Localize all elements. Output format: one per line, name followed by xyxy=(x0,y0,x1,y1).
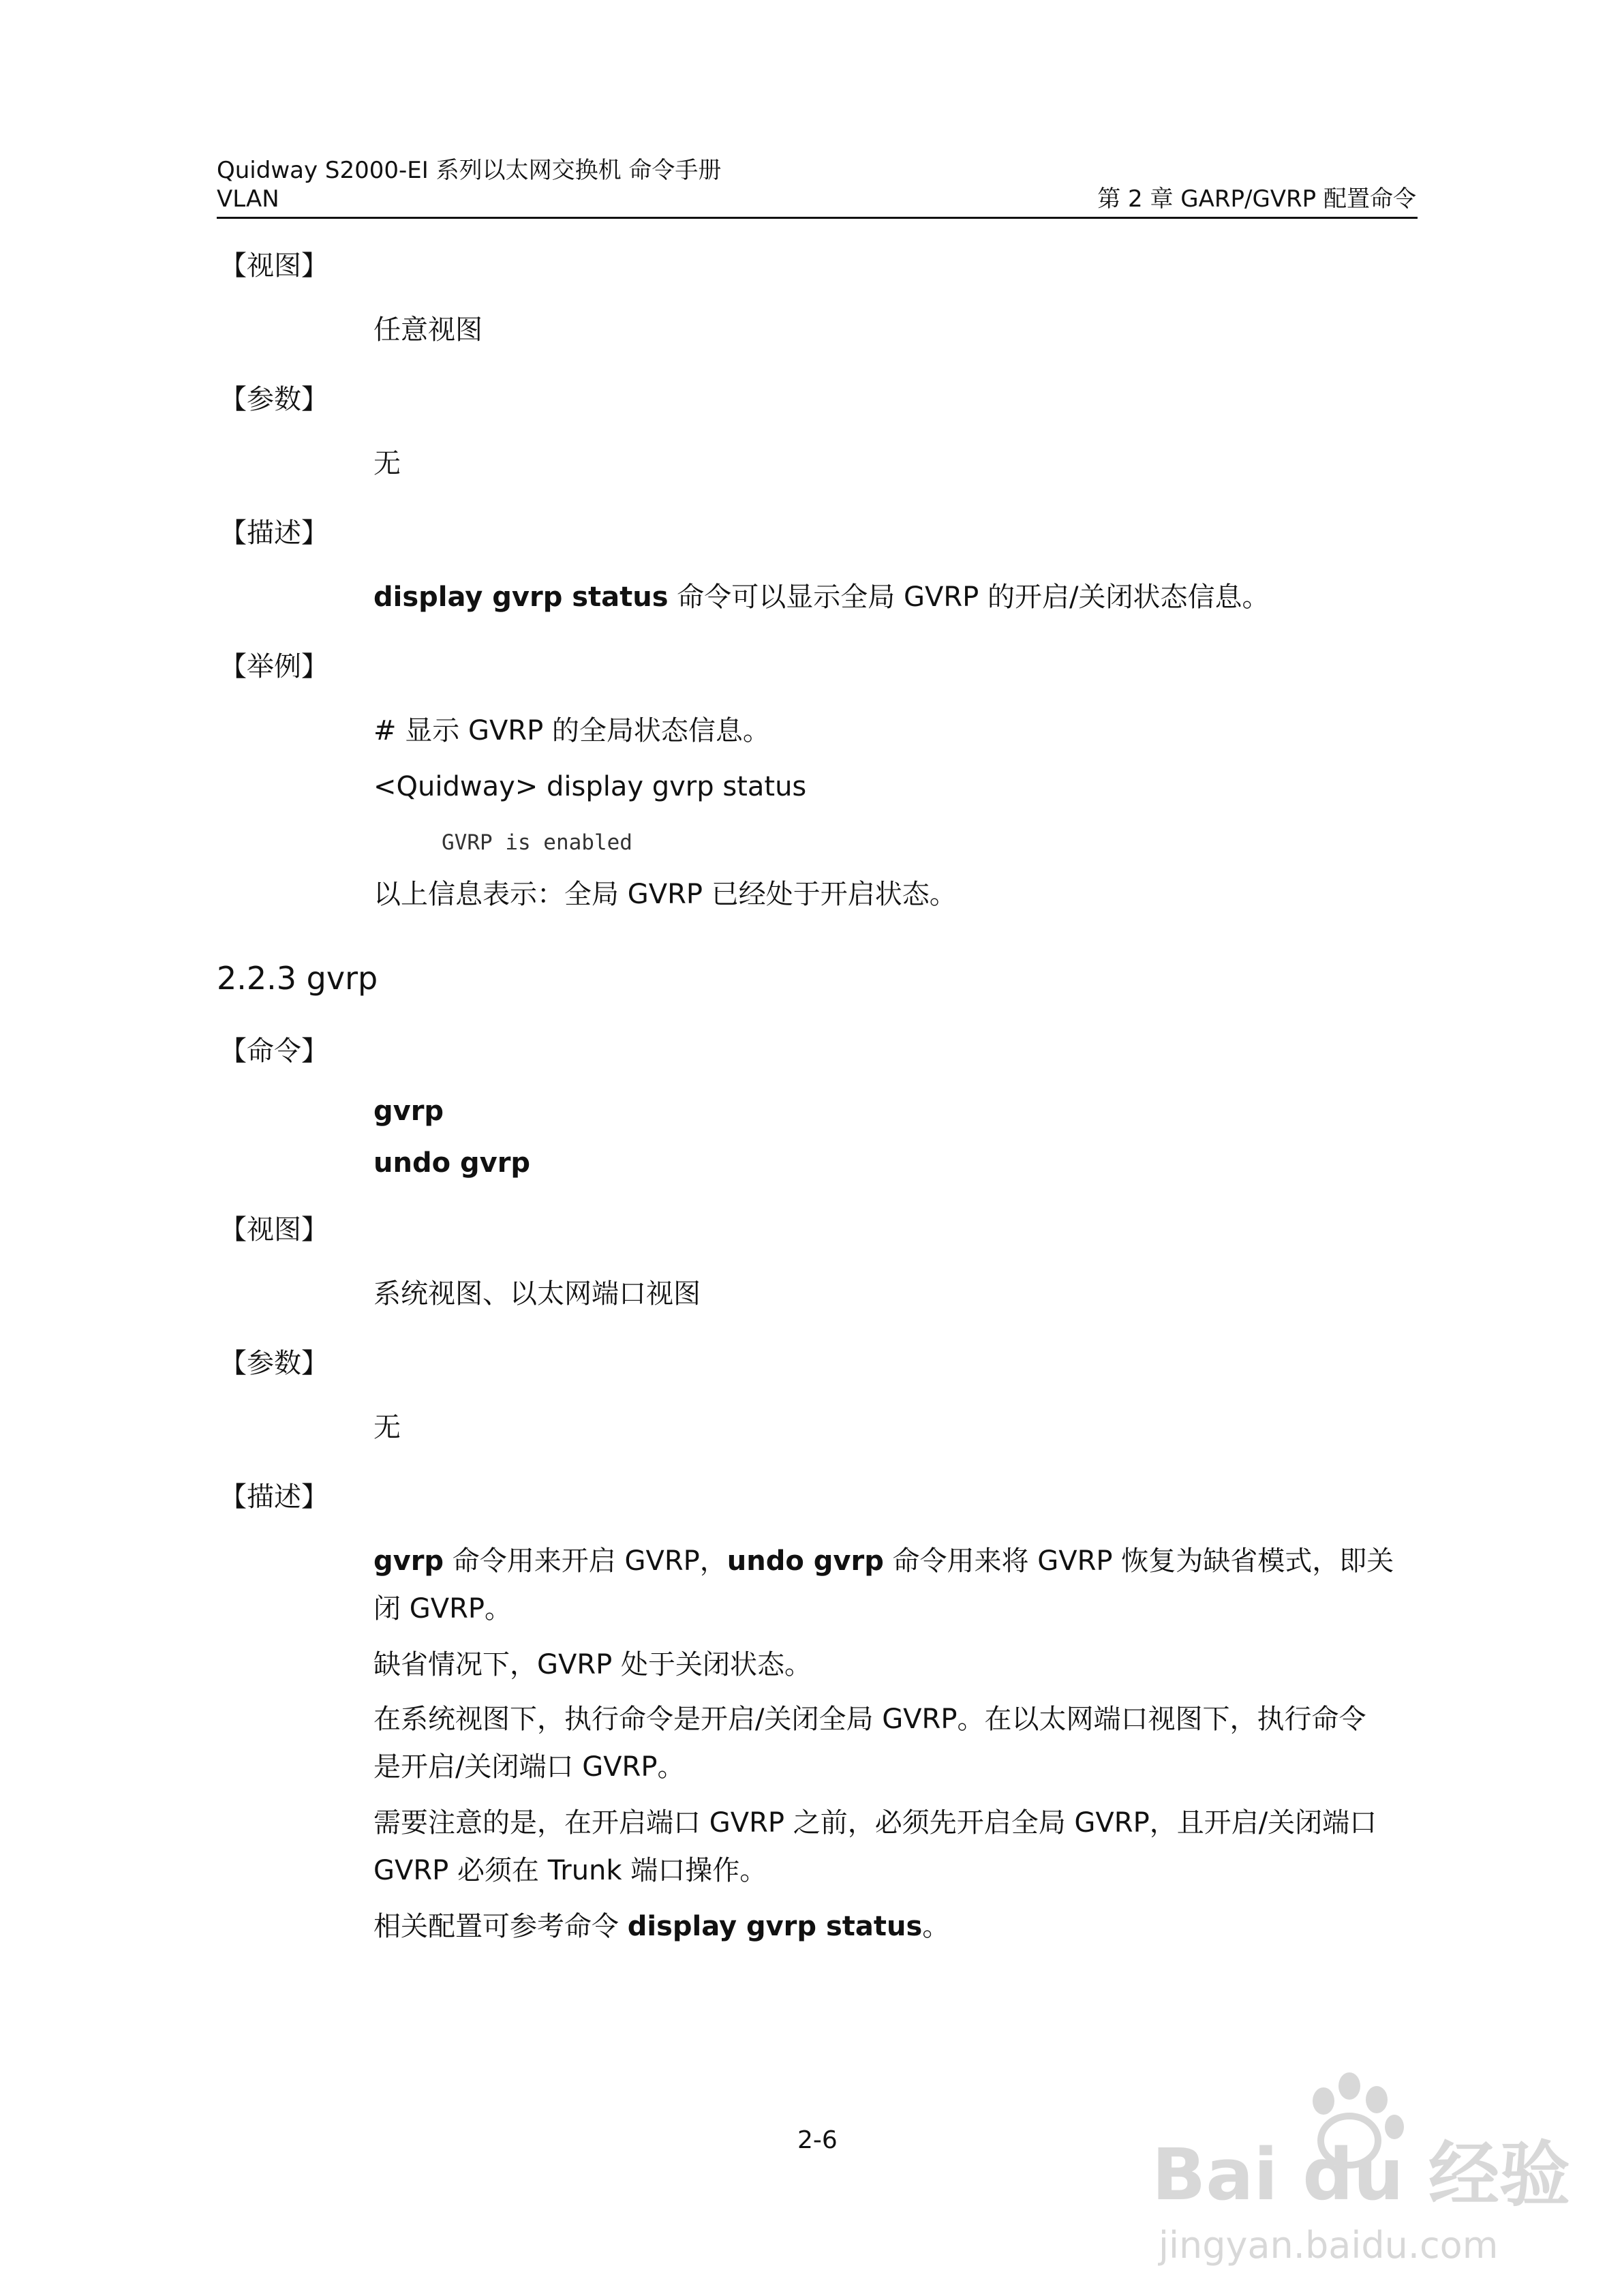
example-label: 【举例】 xyxy=(219,651,328,682)
desc-text: 。 xyxy=(922,1911,950,1942)
view-text: 任意视图 xyxy=(373,314,483,346)
command-gvrp: gvrp xyxy=(373,1096,444,1127)
param-text-2: 无 xyxy=(373,1412,401,1443)
desc-label-2: 【描述】 xyxy=(219,1481,328,1513)
example-comment: # 显示 GVRP 的全局状态信息。 xyxy=(373,715,770,746)
desc-paragraph-4-line1: 需要注意的是，在开启端口 GVRP 之前，必须先开启全局 GVRP，且开启/关闭端口 xyxy=(373,1807,1377,1839)
header-rule xyxy=(217,217,1418,219)
command-undo-gvrp: undo gvrp xyxy=(373,1147,531,1179)
param-label: 【参数】 xyxy=(219,384,328,415)
desc-paragraph-1-line2: 闭 GVRP。 xyxy=(373,1593,512,1625)
desc-paragraph-3-line2: 是开启/关闭端口 GVRP。 xyxy=(373,1751,685,1783)
desc-text: 命令用来开启 GVRP， xyxy=(444,1545,727,1577)
desc-paragraph-1 xyxy=(373,1545,1394,1577)
view-label-2: 【视图】 xyxy=(219,1214,328,1245)
cmd-label: 【命令】 xyxy=(219,1036,328,1067)
header-section: VLAN xyxy=(217,185,279,213)
desc-paragraph-5 xyxy=(373,1910,949,1943)
section-heading: 2.2.3 gvrp xyxy=(217,960,378,997)
desc-text: 命令用来将 GVRP 恢复为缺省模式，即关 xyxy=(883,1545,1394,1577)
view-text-2: 系统视图、以太网端口视图 xyxy=(373,1278,701,1310)
desc-text: 相关配置可参考命令 xyxy=(373,1911,628,1942)
desc-text: 命令可以显示全局 GVRP 的开启/关闭状态信息。 xyxy=(668,581,1270,613)
example-command: <Quidway> display gvrp status xyxy=(373,771,807,802)
example-output: GVRP is enabled xyxy=(442,830,632,855)
bold-command-ref: display gvrp status xyxy=(627,1911,923,1942)
command-name: display gvrp status xyxy=(373,581,669,613)
watermark-brand: Bai du 经验 xyxy=(1152,2133,1570,2216)
watermark-url: jingyan.baidu.com xyxy=(1159,2224,1499,2267)
desc-paragraph-4-line2: GVRP 必须在 Trunk 端口操作。 xyxy=(373,1855,767,1886)
param-text: 无 xyxy=(373,448,401,479)
view-label: 【视图】 xyxy=(219,250,328,282)
header-chapter: 第 2 章 GARP/GVRP 配置命令 xyxy=(1097,185,1416,213)
desc-paragraph-3-line1: 在系统视图下，执行命令是开启/关闭全局 GVRP。在以太网端口视图下，执行命令 xyxy=(373,1704,1366,1735)
desc-label: 【描述】 xyxy=(219,517,328,549)
header-title: Quidway S2000-EI 系列以太网交换机 命令手册 xyxy=(217,157,722,184)
bold-gvrp: gvrp xyxy=(373,1545,444,1577)
param-label-2: 【参数】 xyxy=(219,1348,328,1379)
example-result: 以上信息表示：全局 GVRP 已经处于开启状态。 xyxy=(373,879,957,910)
desc-paragraph xyxy=(373,581,1269,614)
page-number: 2-6 xyxy=(797,2126,838,2154)
desc-paragraph-2: 缺省情况下，GVRP 处于关闭状态。 xyxy=(373,1649,812,1680)
bold-undo-gvrp: undo gvrp xyxy=(726,1545,884,1577)
